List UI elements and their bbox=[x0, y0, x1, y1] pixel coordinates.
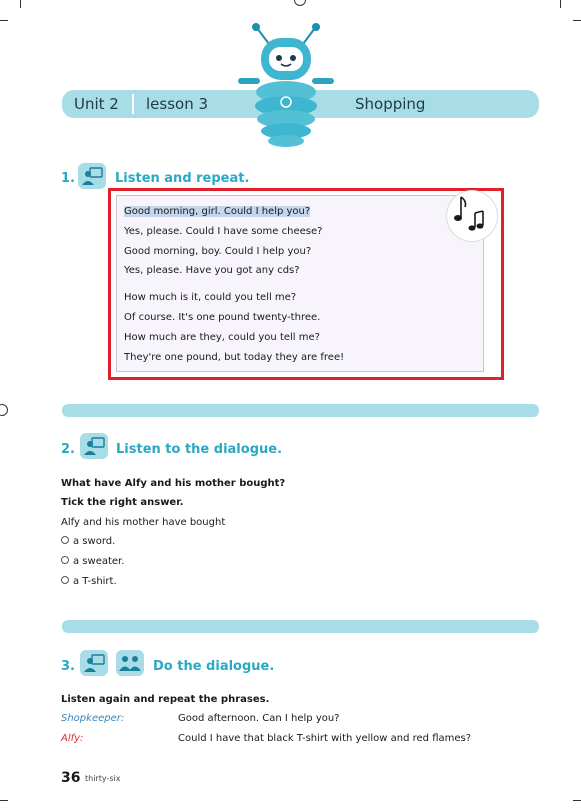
lesson-title: Shopping bbox=[355, 95, 426, 113]
section-3-number: 3. bbox=[61, 659, 75, 674]
music-notes-icon[interactable] bbox=[446, 190, 498, 242]
dialogue-line: Of course. It's one pound twenty-three. bbox=[124, 312, 321, 323]
highlighted-line-text: Good morning, girl. Could I help you? bbox=[124, 206, 311, 217]
section-3-title: Do the dialogue. bbox=[153, 659, 275, 674]
section-2-title: Listen to the dialogue. bbox=[116, 442, 283, 457]
question-text: What have Alfy and his mother bought? bbox=[61, 478, 286, 489]
registration-mark-left bbox=[0, 404, 8, 416]
dialogue-line: How much is it, could you tell me? bbox=[124, 292, 297, 303]
answer-stem: Alfy and his mother have bought bbox=[61, 517, 226, 528]
answer-option[interactable] bbox=[61, 576, 117, 587]
radio-button[interactable] bbox=[61, 556, 69, 564]
dialogue-line: Yes, please. Have you got any cds? bbox=[124, 265, 300, 276]
crop-mark bbox=[560, 0, 561, 8]
speaker-line: Could I have that black T-shirt with yellow and red flames? bbox=[178, 733, 472, 744]
dialogue-line: How much are they, could you tell me? bbox=[124, 332, 320, 343]
answer-option[interactable] bbox=[61, 556, 124, 567]
robot-mascot-icon bbox=[224, 22, 348, 152]
option-label: a sword. bbox=[73, 536, 116, 547]
dialogue-line bbox=[124, 206, 310, 217]
crop-mark bbox=[0, 800, 8, 801]
option-label: a T-shirt. bbox=[73, 576, 117, 587]
radio-button[interactable] bbox=[61, 576, 69, 584]
page-number-word: thirty-six bbox=[85, 774, 121, 783]
dialogue-line: Good morning, boy. Could I help you? bbox=[124, 246, 312, 257]
option-label: a sweater. bbox=[73, 556, 125, 567]
unit-label: Unit 2 bbox=[74, 95, 119, 113]
section-1-title: Listen and repeat. bbox=[115, 171, 250, 186]
instruction-text: Listen again and repeat the phrases. bbox=[61, 694, 270, 705]
pair-work-icon bbox=[116, 650, 144, 676]
section-2-number: 2. bbox=[61, 442, 75, 457]
registration-mark-top bbox=[294, 0, 306, 6]
instruction-text: Tick the right answer. bbox=[61, 497, 184, 508]
crop-mark bbox=[0, 20, 8, 21]
dialogue-line: Yes, please. Could I have some cheese? bbox=[124, 226, 323, 237]
section-divider bbox=[62, 404, 539, 417]
listen-icon bbox=[80, 433, 108, 459]
radio-button[interactable] bbox=[61, 536, 69, 544]
answer-option[interactable] bbox=[61, 536, 115, 547]
speaker-shopkeeper: Shopkeeper: bbox=[61, 713, 125, 724]
header-divider bbox=[132, 94, 134, 114]
section-divider bbox=[62, 620, 539, 633]
lesson-label: lesson 3 bbox=[146, 95, 209, 113]
speaker-alfy: Alfy: bbox=[61, 733, 84, 744]
page-number: 36 bbox=[61, 770, 81, 786]
listen-icon bbox=[78, 163, 106, 189]
section-1-number: 1. bbox=[61, 171, 75, 186]
speaker-line: Good afternoon. Can I help you? bbox=[178, 713, 340, 724]
dialogue-line: They're one pound, but today they are free! bbox=[124, 352, 345, 363]
crop-mark bbox=[573, 20, 581, 21]
listen-icon bbox=[80, 650, 108, 676]
crop-mark bbox=[20, 0, 21, 8]
crop-mark bbox=[573, 800, 581, 801]
